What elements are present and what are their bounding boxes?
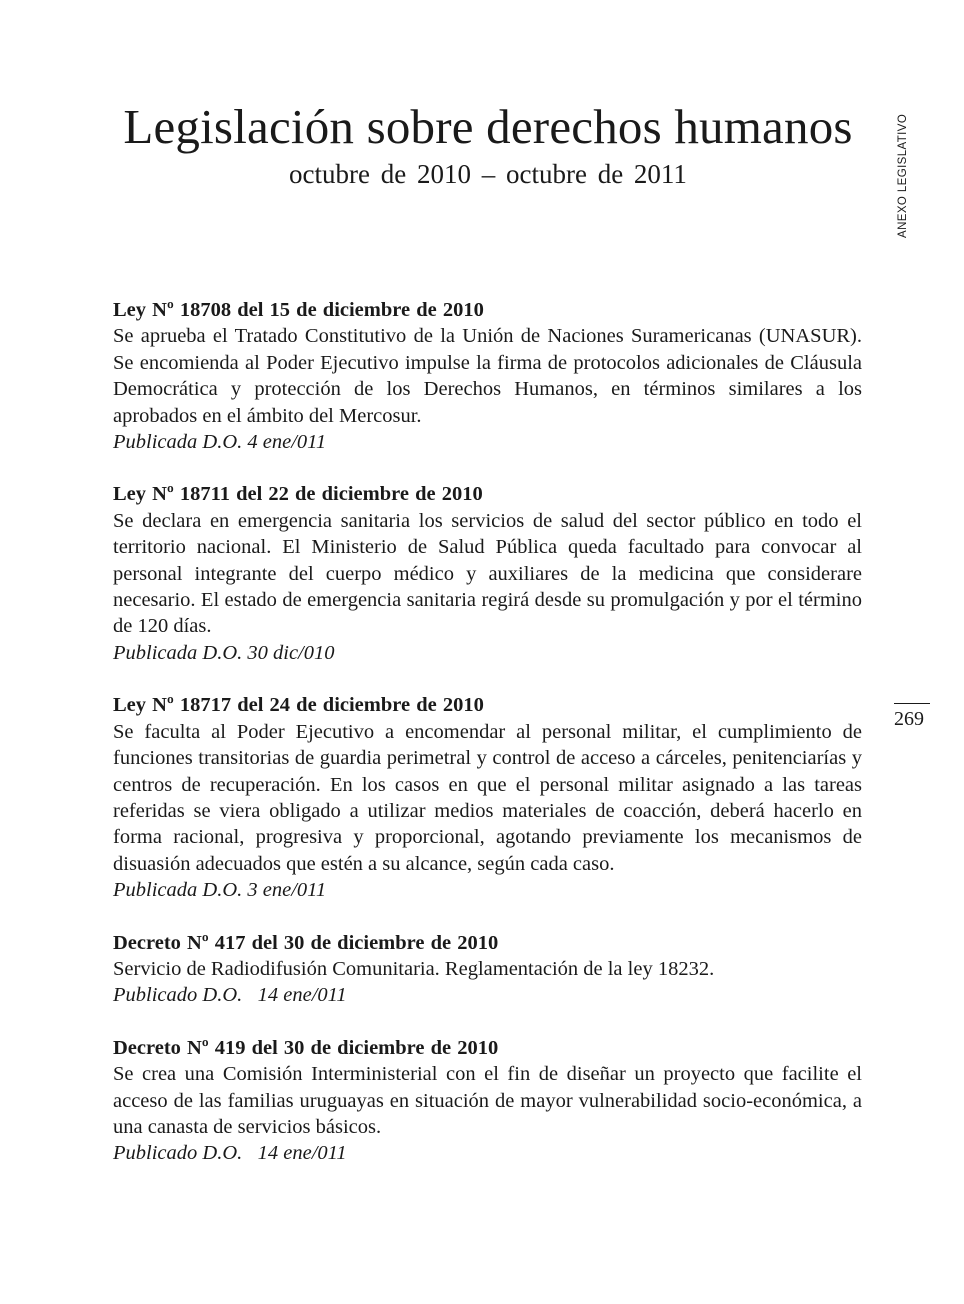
entry-heading: Decreto Nº 419 del 30 de diciembre de 2010 — [113, 1036, 499, 1059]
entry-body: Servicio de Radiodifusión Comunitaria. Reglamentación de la ley 18232. — [113, 957, 715, 980]
entry-publication: Publicado D.O. 14 ene/011 — [113, 1142, 347, 1165]
entry-publication: Publicada D.O. 30 dic/010 — [113, 641, 335, 664]
entry-publication: Publicada D.O. 3 ene/011 — [113, 879, 327, 902]
legislation-list — [113, 297, 862, 1193]
page-title: Legislación sobre derechos humanos — [123, 99, 853, 154]
entry-heading: Ley Nº 18711 del 22 de diciembre de 2010 — [113, 483, 483, 506]
entry-body: Se aprueba el Tratado Constitutivo de la Unión de Naciones Suramericanas (UNASUR). Se encomienda al Poder Ejecutivo impulse la firma de protocolos adicionales de Cláusula Democrática y protección de los Derechos Humanos, en términos similares a los aprobados en el ámbito del Mercosur. — [113, 325, 862, 427]
entry-body: Se crea una Comisión Interministerial con el fin de diseñar un proyecto que facilite el acceso de las familias uruguayas en situación de mayor vulnerabilidad socio-económica, a una canasta de servicios básicos. — [113, 1063, 862, 1138]
legislation-entry-ley-18717 — [113, 692, 862, 903]
entry-publication: Publicado D.O. 14 ene/011 — [113, 984, 347, 1007]
legislation-entry-decreto-419 — [113, 1035, 862, 1167]
legislation-entry-ley-18711 — [113, 481, 862, 666]
entry-heading: Ley Nº 18708 del 15 de diciembre de 2010 — [113, 299, 484, 321]
legislation-entry-ley-18708 — [113, 297, 862, 455]
entry-publication: Publicada D.O. 4 ene/011 — [113, 431, 327, 454]
section-side-label: ANEXO LEGISLATIVO — [897, 113, 909, 238]
entry-heading: Decreto Nº 417 del 30 de diciembre de 2010 — [113, 931, 499, 954]
entry-body: Se declara en emergencia sanitaria los servicios de salud del sector público en todo el territorio nacional. El Ministerio de Salud Pública queda facultado para convocar al personal integrante del cuerpo médico y auxiliares de la medicina que considerare necesario. El estado de emergencia sanitaria regirá desde su promulgación y por el término de 120 días. — [113, 509, 862, 638]
page-number: 269 — [894, 708, 924, 730]
page-number-rule — [894, 703, 930, 704]
entry-body: Se faculta al Poder Ejecutivo a encomendar al personal militar, el cumplimiento de funciones transitorias de guardia perimetral y control de acceso a cárceles, penitenciarías y centros de recuperación. En los casos en que el personal militar asignado a las tareas referidas se viera obligado a utilizar medios materiales de coacción, deberá hacerlo en forma racional, progresiva y proporcional, agotando previamente los mecanismos de disuasión adecuados que estén a su alcance, según cada caso. — [113, 720, 862, 875]
entry-heading: Ley Nº 18717 del 24 de diciembre de 2010 — [113, 694, 484, 717]
page-subtitle: octubre de 2010 – octubre de 2011 — [289, 159, 687, 189]
legislation-entry-decreto-417 — [113, 930, 862, 1009]
